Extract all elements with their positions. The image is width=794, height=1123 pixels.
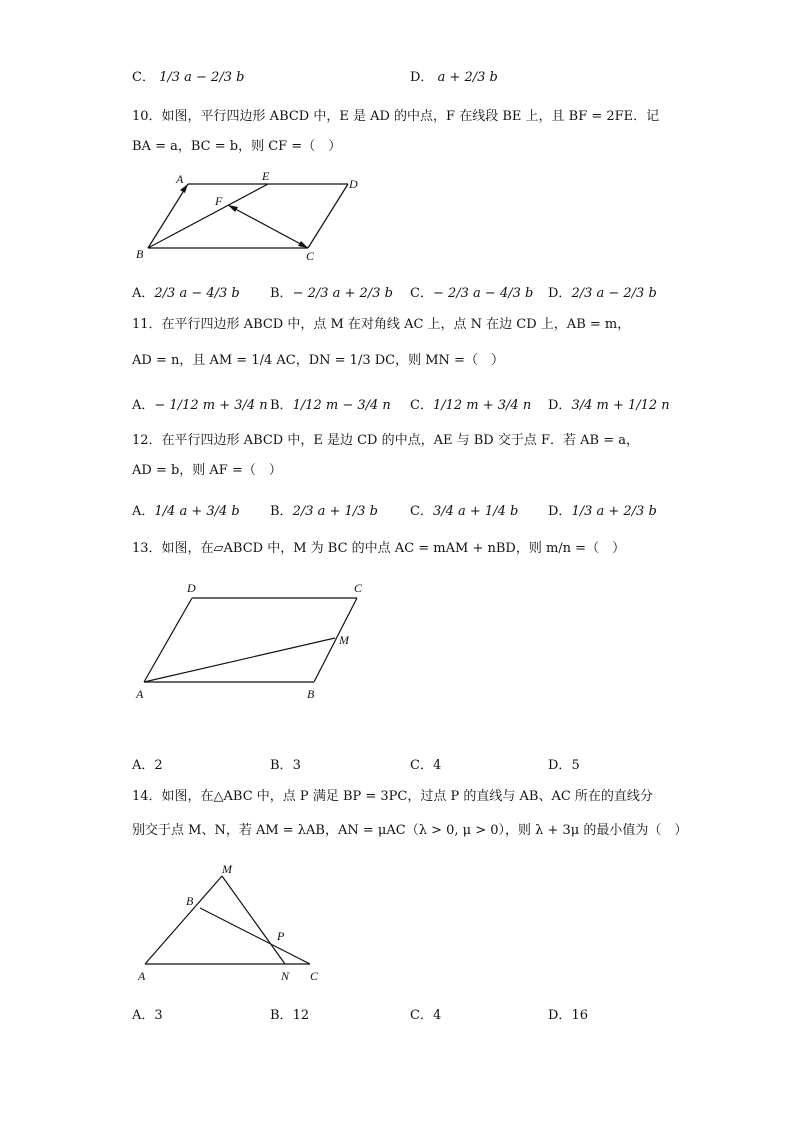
q13-figure <box>130 578 380 703</box>
q11-stem-line2: AD = n，且 AM = 1/4 AC，DN = 1/3 DC，则 MN =（ ） <box>132 353 504 368</box>
q10-option-a: A．2/3 a − 4/3 b <box>132 286 240 301</box>
q14-line-mn <box>222 876 285 964</box>
q14-figure <box>130 858 340 988</box>
q10-option-d: D．2/3 a − 2/3 b <box>548 286 657 301</box>
q10-option-c: C．− 2/3 a − 4/3 b <box>410 286 534 301</box>
q14-label-p: P <box>277 929 285 943</box>
q10-edge-ab <box>148 184 188 248</box>
q10-segment-be <box>148 184 268 248</box>
q13-option-d: D．5 <box>548 758 580 773</box>
q10-segment-cf <box>228 205 308 248</box>
q13-label-m: M <box>339 633 349 647</box>
q13-label-b: B <box>307 687 315 701</box>
q14-label-n: N <box>281 969 290 983</box>
q14-option-d: D．16 <box>548 1008 588 1023</box>
q13-label-a: A <box>136 687 144 701</box>
q9-option-c: C． 1/3 a − 2/3 b <box>132 70 245 85</box>
q14-label-b: B <box>186 894 194 908</box>
q13-option-b: B．3 <box>270 758 301 773</box>
q13-option-c: C．4 <box>410 758 442 773</box>
q11-option-d: D．3/4 m + 1/12 n <box>548 398 670 413</box>
q13-edge-ad <box>144 598 192 682</box>
q10-label-b: B <box>136 247 144 261</box>
q14-label-a: A <box>138 969 146 983</box>
q13-edge-bc <box>314 598 357 682</box>
q10-label-f: F <box>215 194 223 208</box>
q14-label-m: M <box>222 862 232 876</box>
q11-option-c: C．1/12 m + 3/4 n <box>410 398 532 413</box>
q12-stem-line1: 12．在平行四边形 ABCD 中，E 是边 CD 的中点，AE 与 BD 交于点 F．若 AB = a， <box>132 433 640 448</box>
q14-option-c: C．4 <box>410 1008 442 1023</box>
q14-stem-line2: 别交于点 M、N，若 AM = λAB，AN = μAC（λ > 0, μ > 0），则 λ + 3μ 的最小值为（ ） <box>132 823 688 838</box>
q12-option-d: D．1/3 a + 2/3 b <box>548 504 657 519</box>
q10-stem-line2: BA = a，BC = b，则 CF =（ ） <box>132 139 342 154</box>
q10-stem-line1: 10．如图，平行四边形 ABCD 中，E 是 AD 的中点，F 在线段 BE 上，且 BF = 2FE．记 <box>132 109 660 124</box>
q10-edge-dc <box>308 184 348 248</box>
q9-option-d: D． a + 2/3 b <box>410 70 498 85</box>
q13-segment-am <box>144 638 335 682</box>
q11-option-b: B．1/12 m − 3/4 n <box>270 398 391 413</box>
q14-line-bc <box>200 908 310 964</box>
q12-option-c: C．3/4 a + 1/4 b <box>410 504 519 519</box>
q11-stem-line1: 11．在平行四边形 ABCD 中，点 M 在对角线 AC 上，点 N 在边 CD 上，AB = m， <box>132 317 631 332</box>
q14-label-c: C <box>310 969 319 983</box>
q10-figure <box>130 168 370 263</box>
q14-option-a: A．3 <box>132 1008 163 1023</box>
q13-stem-line1: 13．如图，在▱ABCD 中，M 为 BC 的中点 AC = mAM + nBD，则 m/n =（ ） <box>132 541 626 556</box>
q14-option-b: B．12 <box>270 1008 310 1023</box>
q11-option-a: A．− 1/12 m + 3/4 n <box>132 398 268 413</box>
q12-option-a: A．1/4 a + 3/4 b <box>132 504 240 519</box>
q13-option-a: A．2 <box>132 758 163 773</box>
q14-stem-line1: 14．如图，在△ABC 中，点 P 满足 BP = 3PC，过点 P 的直线与 AB、AC 所在的直线分 <box>132 789 653 804</box>
q9-option-c-expr: 1/3 a − 2/3 b <box>159 70 245 85</box>
q13-label-c: C <box>354 581 363 595</box>
q12-option-b: B．2/3 a + 1/3 b <box>270 504 378 519</box>
q10-label-a: A <box>176 172 184 186</box>
q10-label-e: E <box>262 169 270 183</box>
q12-stem-line2: AD = b，则 AF =（ ） <box>132 463 282 478</box>
q10-arrowhead-f <box>228 205 238 212</box>
q9-option-d-expr: a + 2/3 b <box>437 70 498 85</box>
q10-label-c: C <box>306 249 315 263</box>
q10-option-b: B．− 2/3 a + 2/3 b <box>270 286 393 301</box>
q10-label-d: D <box>349 177 358 191</box>
q10-arrowhead-c <box>298 241 308 248</box>
q13-label-d: D <box>187 581 196 595</box>
q14-line-am <box>145 876 222 964</box>
